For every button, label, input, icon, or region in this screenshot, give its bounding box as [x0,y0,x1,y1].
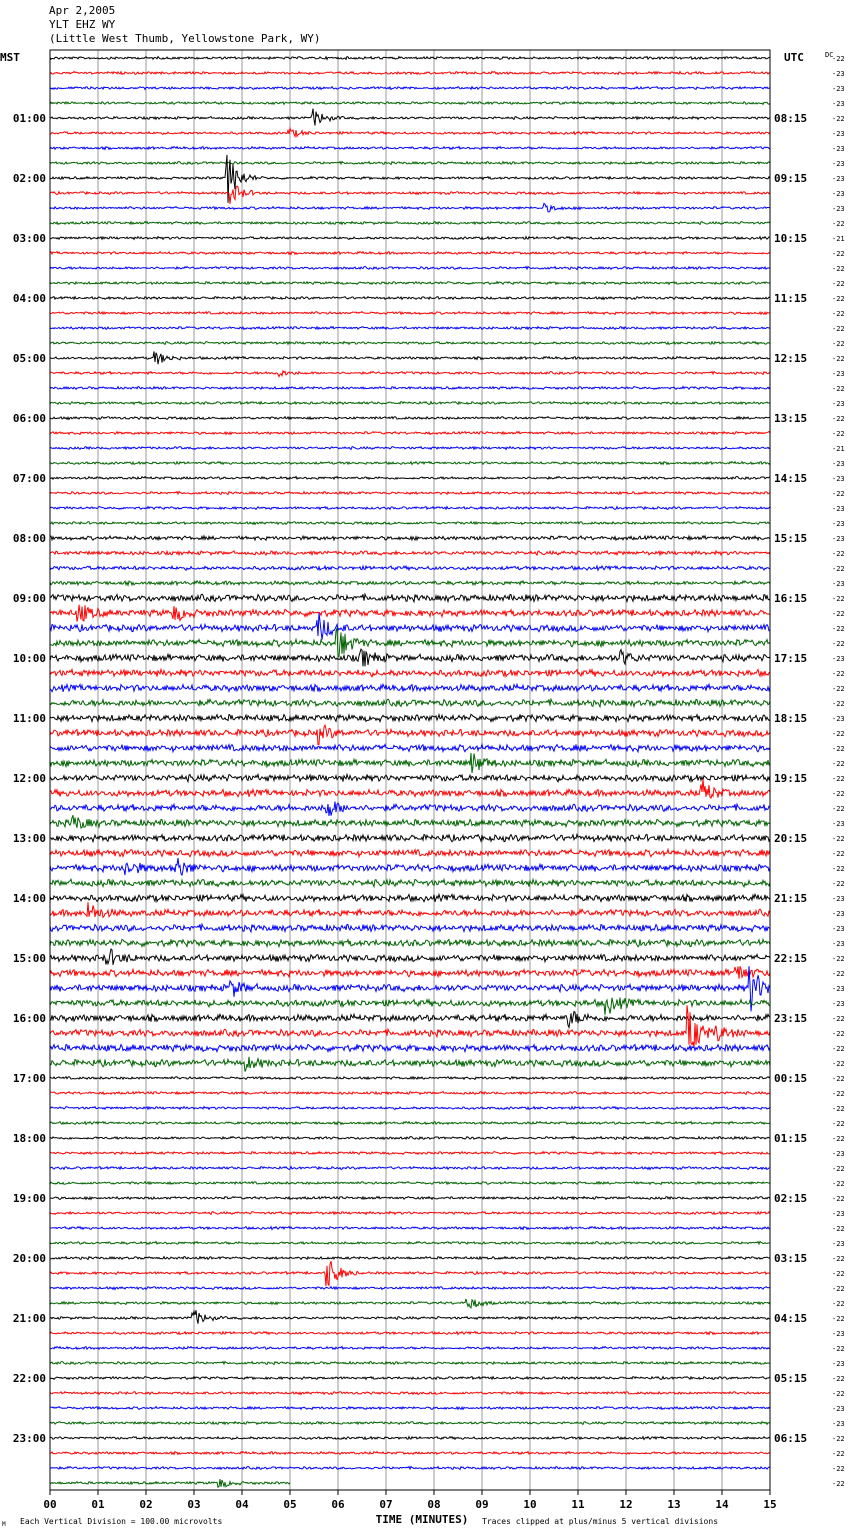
trace-line [50,282,770,285]
dc-offset-label: -22 [832,250,845,258]
dc-offset-label: -22 [832,625,845,633]
trace-line [50,744,770,751]
dc-offset-label: -22 [832,1480,845,1488]
trace-line [50,1077,770,1080]
dc-offset-label: -22 [832,970,845,978]
dc-offset-label: -22 [832,670,845,678]
trace-line [50,1152,770,1155]
dc-offset-label: -22 [832,1135,845,1143]
trace-line [50,297,770,300]
right-timezone-label: UTC [784,51,804,64]
dc-offset-label: -22 [832,1450,845,1458]
trace-line [50,477,770,480]
dc-offset-label: -22 [832,1435,845,1443]
dc-offset-label: -22 [832,1030,845,1038]
dc-offset-label: -23 [832,820,845,828]
dc-offset-label: -23 [832,1150,845,1158]
trace-line [50,849,770,856]
trace-line [50,342,770,345]
trace-line [50,1422,770,1425]
trace-line [50,57,770,60]
dc-offset-label: -22 [832,1300,845,1308]
dc-offset-label: -23 [832,1000,845,1008]
dc-offset-label: -22 [832,325,845,333]
dc-offset-label: -23 [832,895,845,903]
trace-line [50,1287,770,1290]
dc-offset-label: -23 [832,1210,845,1218]
dc-offset-label: -23 [832,1360,845,1368]
right-hour-label: 05:15 [774,1372,808,1385]
trace-line [50,1092,770,1095]
dc-offset-label: -22 [832,760,845,768]
right-hour-label: 15:15 [774,532,808,545]
trace-line [50,1137,770,1140]
dc-offset-label: -23 [832,85,845,93]
left-hour-label: 20:00 [12,1252,46,1265]
trace-line [50,858,770,875]
trace-line [50,1197,770,1200]
trace-line [50,1332,770,1335]
trace-line [50,447,770,450]
dc-offset-label: -22 [832,415,845,423]
trace-line [50,949,770,965]
trace-line [50,1044,770,1051]
dc-offset-label: -22 [832,1375,845,1383]
dc-offset-label: -22 [832,700,845,708]
left-hour-label: 19:00 [12,1192,46,1205]
dc-offset-label: -22 [832,685,845,693]
right-hour-labels [774,112,807,1445]
dc-offset-label: -22 [832,1465,845,1473]
x-tick-label: 00 [43,1498,57,1511]
chart-location: (Little West Thumb, Yellowstone Park, WY) [49,32,321,45]
dc-offset-label: -22 [832,490,845,498]
trace-line [50,72,770,75]
trace-line [50,1182,770,1185]
left-hour-label: 21:00 [12,1312,46,1325]
x-tick-label: 07 [379,1498,393,1511]
left-hour-label: 02:00 [12,172,46,185]
left-hour-label: 11:00 [12,712,46,725]
dc-offset-label: -23 [832,190,845,198]
trace-line [50,1437,770,1440]
chart-date: Apr 2,2005 [49,4,116,17]
right-hour-label: 00:15 [774,1072,808,1085]
right-hour-label: 02:15 [774,1192,808,1205]
dc-offset-label: -23 [832,985,845,993]
x-tick-label: 08 [427,1498,441,1511]
dc-offset-label: -23 [832,175,845,183]
left-timezone-label: MST [0,51,20,64]
trace-line [50,128,770,136]
left-hour-label: 04:00 [12,292,46,305]
dc-offset-label: -22 [832,340,845,348]
dc-offset-label: -22 [832,430,845,438]
dc-offset-label: -22 [832,1315,845,1323]
right-hour-label: 12:15 [774,352,808,365]
trace-line [50,402,770,405]
dc-offset-label: -22 [832,385,845,393]
trace-line [50,1377,770,1380]
trace-line [50,684,770,692]
trace-line [50,1299,770,1308]
right-hour-label: 01:15 [774,1132,808,1145]
trace-line [50,522,770,525]
trace-line [50,267,770,270]
x-tick-label: 03 [187,1498,201,1511]
dc-offset-label: -23 [832,130,845,138]
trace-line [50,1261,770,1286]
trace-group [50,57,770,1488]
dc-offset-label: -23 [832,535,845,543]
dc-offset-label: -22 [832,1225,845,1233]
dc-offset-label: -23 [832,910,845,918]
x-tick-label: 11 [571,1498,585,1511]
dc-offset-label: -23 [832,460,845,468]
dc-offset-label: -23 [832,370,845,378]
dc-offset-label: -21 [832,235,845,243]
trace-line [50,536,770,540]
x-tick-label: 14 [715,1498,729,1511]
x-tick-label: 10 [523,1498,537,1511]
right-hour-label: 21:15 [774,892,808,905]
dc-offset-label: -22 [832,1345,845,1353]
dc-offset-label: -22 [832,1285,845,1293]
right-hour-label: 16:15 [774,592,808,605]
dc-offset-label: -21 [832,445,845,453]
dc-offset-label: -22 [832,880,845,888]
left-hour-label: 07:00 [12,472,46,485]
dc-offset-label: -23 [832,145,845,153]
dc-offset-label: -23 [832,100,845,108]
dc-offset-label: -22 [832,775,845,783]
dc-offset-label: -23 [832,1405,845,1413]
dc-offset-label: -22 [832,1045,845,1053]
trace-line [50,802,770,816]
right-hour-label: 22:15 [774,952,808,965]
left-hour-label: 15:00 [12,952,46,965]
right-hour-label: 10:15 [774,232,808,245]
left-hour-label: 18:00 [12,1132,46,1145]
trace-line [50,1212,770,1215]
trace-line [50,566,770,570]
trace-line [50,252,770,255]
trace-line [50,387,770,390]
trace-line [50,669,770,676]
dc-offset-label: -22 [832,1120,845,1128]
right-hour-label: 03:15 [774,1252,808,1265]
trace-line [50,371,770,377]
trace-line [50,605,770,622]
left-hour-label: 22:00 [12,1372,46,1385]
dc-offset-label: -23 [832,520,845,528]
trace-line [50,714,770,721]
trace-line [50,774,770,781]
dc-offset-label: -22 [832,550,845,558]
trace-line [50,581,770,585]
trace-line [50,351,770,364]
trace-line [50,725,770,745]
trace-line [50,1347,770,1350]
trace-line [50,162,770,165]
dc-offset-label: -23 [832,70,845,78]
dc-offset-label: -22 [832,1105,845,1113]
trace-line [50,237,770,240]
trace-line [50,109,770,126]
trace-line [50,753,770,773]
trace-line [50,1392,770,1395]
trace-line [50,432,770,435]
dc-offset-label: -22 [832,1090,845,1098]
right-hour-label: 11:15 [774,292,808,305]
right-hour-label: 04:15 [774,1312,808,1325]
trace-line [50,1167,770,1170]
dc-offset-label: -22 [832,310,845,318]
left-hour-label: 06:00 [12,412,46,425]
dc-offset-label: -22 [832,790,845,798]
dc-offset-label: -22 [832,640,845,648]
x-tick-label: 12 [619,1498,633,1511]
right-hour-label: 18:15 [774,712,808,725]
trace-line [50,1227,770,1230]
dc-offset-label: -22 [832,745,845,753]
x-tick-label: 02 [139,1498,153,1511]
dc-offset-label: -22 [832,955,845,963]
trace-line [50,1012,770,1028]
dc-offset-label: -23 [832,925,845,933]
trace-line [50,312,770,315]
plot-frame [50,50,770,1490]
left-hour-label: 03:00 [12,232,46,245]
footer-mark: M [2,1521,6,1528]
dc-offset-label: -23 [832,655,845,663]
dc-offset-label: -22 [832,355,845,363]
dc-offset-label: -22 [832,280,845,288]
x-tick-label: 06 [331,1498,345,1511]
trace-line [50,147,770,150]
left-hour-label: 09:00 [12,592,46,605]
x-tick-label: 15 [763,1498,777,1511]
trace-line [50,551,770,555]
dc-offset-label: -22 [832,865,845,873]
dc-offset-label: -22 [832,1015,845,1023]
dc-offset-label: -23 [832,505,845,513]
dc-offset-labels [832,55,845,1488]
right-hour-label: 06:15 [774,1432,808,1445]
dc-offset-label: -22 [832,850,845,858]
left-hour-label: 23:00 [12,1432,46,1445]
left-hour-label: 13:00 [12,832,46,845]
dc-offset-label: -22 [832,1165,845,1173]
trace-line [50,1242,770,1245]
trace-line [50,222,770,225]
right-hour-label: 13:15 [774,412,808,425]
trace-line [50,1107,770,1110]
trace-line [50,1362,770,1365]
trace-line [50,902,770,917]
right-hour-label: 14:15 [774,472,808,485]
trace-line [50,87,770,90]
dc-offset-label: -22 [832,835,845,843]
left-hour-label: 17:00 [12,1072,46,1085]
x-axis-label: TIME (MINUTES) [375,1513,469,1526]
dc-offset-label: -22 [832,730,845,738]
left-hour-label: 12:00 [12,772,46,785]
dc-offset-label: -22 [832,595,845,603]
dc-offset-label: -23 [832,715,845,723]
dc-offset-label: -23 [832,1420,845,1428]
left-hour-labels [13,112,46,1445]
dc-offset-label: -22 [832,1060,845,1068]
grid-lines [98,50,722,1490]
dc-offset-label: -22 [832,265,845,273]
trace-line [50,186,770,204]
dc-offset-label: -22 [832,565,845,573]
trace-line [50,1122,770,1125]
dc-offset-label: -22 [832,115,845,123]
dc-offset-label: -22 [832,295,845,303]
footer-vertical-division: Each Vertical Division = 100.00 microvolts [20,1517,223,1526]
trace-line [50,834,770,841]
left-hour-label: 16:00 [12,1012,46,1025]
x-tick-label: 01 [91,1498,105,1511]
trace-line [50,924,770,932]
x-tick-label: 05 [283,1498,297,1511]
left-hour-label: 05:00 [12,352,46,365]
left-hour-label: 01:00 [12,112,46,125]
dc-offset-label: -23 [832,205,845,213]
left-hour-label: 10:00 [12,652,46,665]
trace-line [50,507,770,510]
right-hour-label: 17:15 [774,652,808,665]
trace-line [50,894,770,902]
footer-clip-note: Traces clipped at plus/minus 5 vertical divisions [482,1517,719,1526]
dc-offset-label: -23 [832,400,845,408]
dc-offset-label: -23 [832,940,845,948]
dc-offset-label: -23 [832,580,845,588]
trace-line [50,815,770,828]
left-hour-label: 14:00 [12,892,46,905]
trace-line [50,879,770,887]
dc-offset-label: -22 [832,1270,845,1278]
trace-line [50,1257,770,1260]
dc-offset-label: -22 [832,1180,845,1188]
trace-line [50,1407,770,1410]
trace-line [50,1005,770,1048]
dc-offset-label: -23 [832,1240,845,1248]
dc-offset-label: -22 [832,1255,845,1263]
right-hour-label: 23:15 [774,1012,808,1025]
right-hour-label: 08:15 [774,112,808,125]
chart-station: YLT EHZ WY [49,18,116,31]
dc-offset-label: -22 [832,1390,845,1398]
dc-offset-label: -22 [832,1075,845,1083]
trace-line [50,417,770,420]
trace-line [50,628,770,657]
dc-offset-label: -23 [832,160,845,168]
right-hour-label: 20:15 [774,832,808,845]
dc-header-label: DC [825,51,834,59]
trace-line [50,1310,770,1324]
trace-line [50,327,770,330]
dc-offset-label: -23 [832,475,845,483]
trace-line [50,1479,290,1487]
trace-line [50,594,770,602]
trace-line [50,1452,770,1455]
right-hour-label: 09:15 [774,172,808,185]
trace-line [50,492,770,495]
trace-line [50,1467,770,1470]
trace-line [50,699,770,707]
dc-offset-label: -22 [832,1195,845,1203]
trace-line [50,1057,770,1072]
dc-offset-label: -22 [832,610,845,618]
x-tick-label: 09 [475,1498,489,1511]
trace-line [50,613,770,640]
trace-line [50,649,770,666]
right-hour-label: 19:15 [774,772,808,785]
trace-line [50,998,770,1015]
trace-line [50,966,770,978]
x-tick-label: 13 [667,1498,681,1511]
x-tick-label: 04 [235,1498,249,1511]
trace-line [50,779,770,798]
dc-offset-label: -23 [832,1330,845,1338]
dc-offset-label: -22 [832,805,845,813]
trace-line [50,939,770,946]
dc-offset-label: -22 [832,220,845,228]
trace-line [50,203,770,212]
left-hour-label: 08:00 [12,532,46,545]
x-tick-labels [43,1490,776,1511]
trace-line [50,102,770,105]
dc-offset-label: -22 [832,55,845,63]
trace-line [50,462,770,465]
